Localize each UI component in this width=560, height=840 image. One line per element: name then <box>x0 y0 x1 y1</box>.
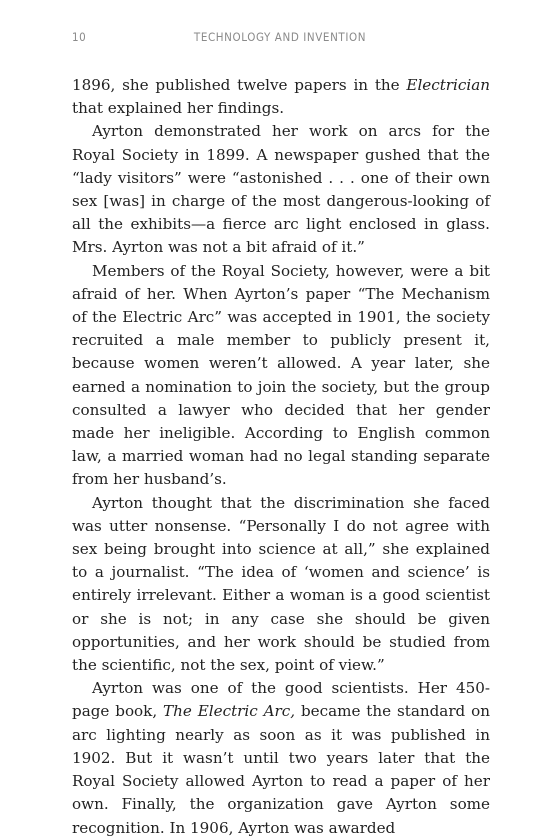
paragraph <box>72 677 490 839</box>
text-run: Ayrton thought that the discrimination she faced was utter nonsense. “Personally I do not agree with sex being brought into science at all,” she explained to a journalist. “The idea of ‘women and science’ is entirely irrelevant. Either a woman is a good scientist or she is not; in any case she should be given opportunities, and her work should be studied from the scientific, not the sex, point of view.” <box>72 493 490 675</box>
text-run: Members of the Royal Society, however, were a bit afraid of her. When Ayrton’s paper “The Mechanism of the Electric Arc” was accepted in 1901, the society recruited a male member to publicly present it, because women weren’t allowed. A year later, she earned a nomination to join the society, but the group consulted a lawyer who decided that her gender made her ineligible. According to English common law, a married woman had no legal standing separate from her husband’s. <box>72 261 490 489</box>
paragraph <box>72 120 490 259</box>
page-number: 10 <box>72 30 87 44</box>
running-head <box>72 30 488 48</box>
text-run: became the standard on arc lighting nearly as soon as it was published in 1902. But it wasn’t until two years later that the Royal Society allowed Ayrton to read a paper of her own. Finally, the organization gave Ayrton some recognition. In 1906, Ayrton was awarded <box>72 702 490 837</box>
text-run: Ayrton demonstrated her work on arcs for the Royal Society in 1899. A newspaper gushed that the “lady visitors” were “astonished . . . one of their own sex [was] in charge of the most dangerous-looking of all the exhibits—a fierce arc light enclosed in glass. Mrs. Ayrton was not a bit afraid of it.” <box>72 122 490 257</box>
paragraph-continued <box>72 74 490 120</box>
periodical-title: Electrician <box>406 76 490 94</box>
book-title: The Electric Arc, <box>163 702 296 721</box>
running-title: TECHNOLOGY AND INVENTION <box>193 30 367 44</box>
text-run: 1896, she published twelve papers in the <box>72 76 407 94</box>
text-run: Ayrton was one of the good scientists. Her 450-page book, <box>72 679 490 721</box>
text-run: that explained her findings. <box>72 99 285 118</box>
paragraph <box>72 260 490 492</box>
body-text <box>72 74 490 840</box>
paragraph <box>72 492 490 678</box>
